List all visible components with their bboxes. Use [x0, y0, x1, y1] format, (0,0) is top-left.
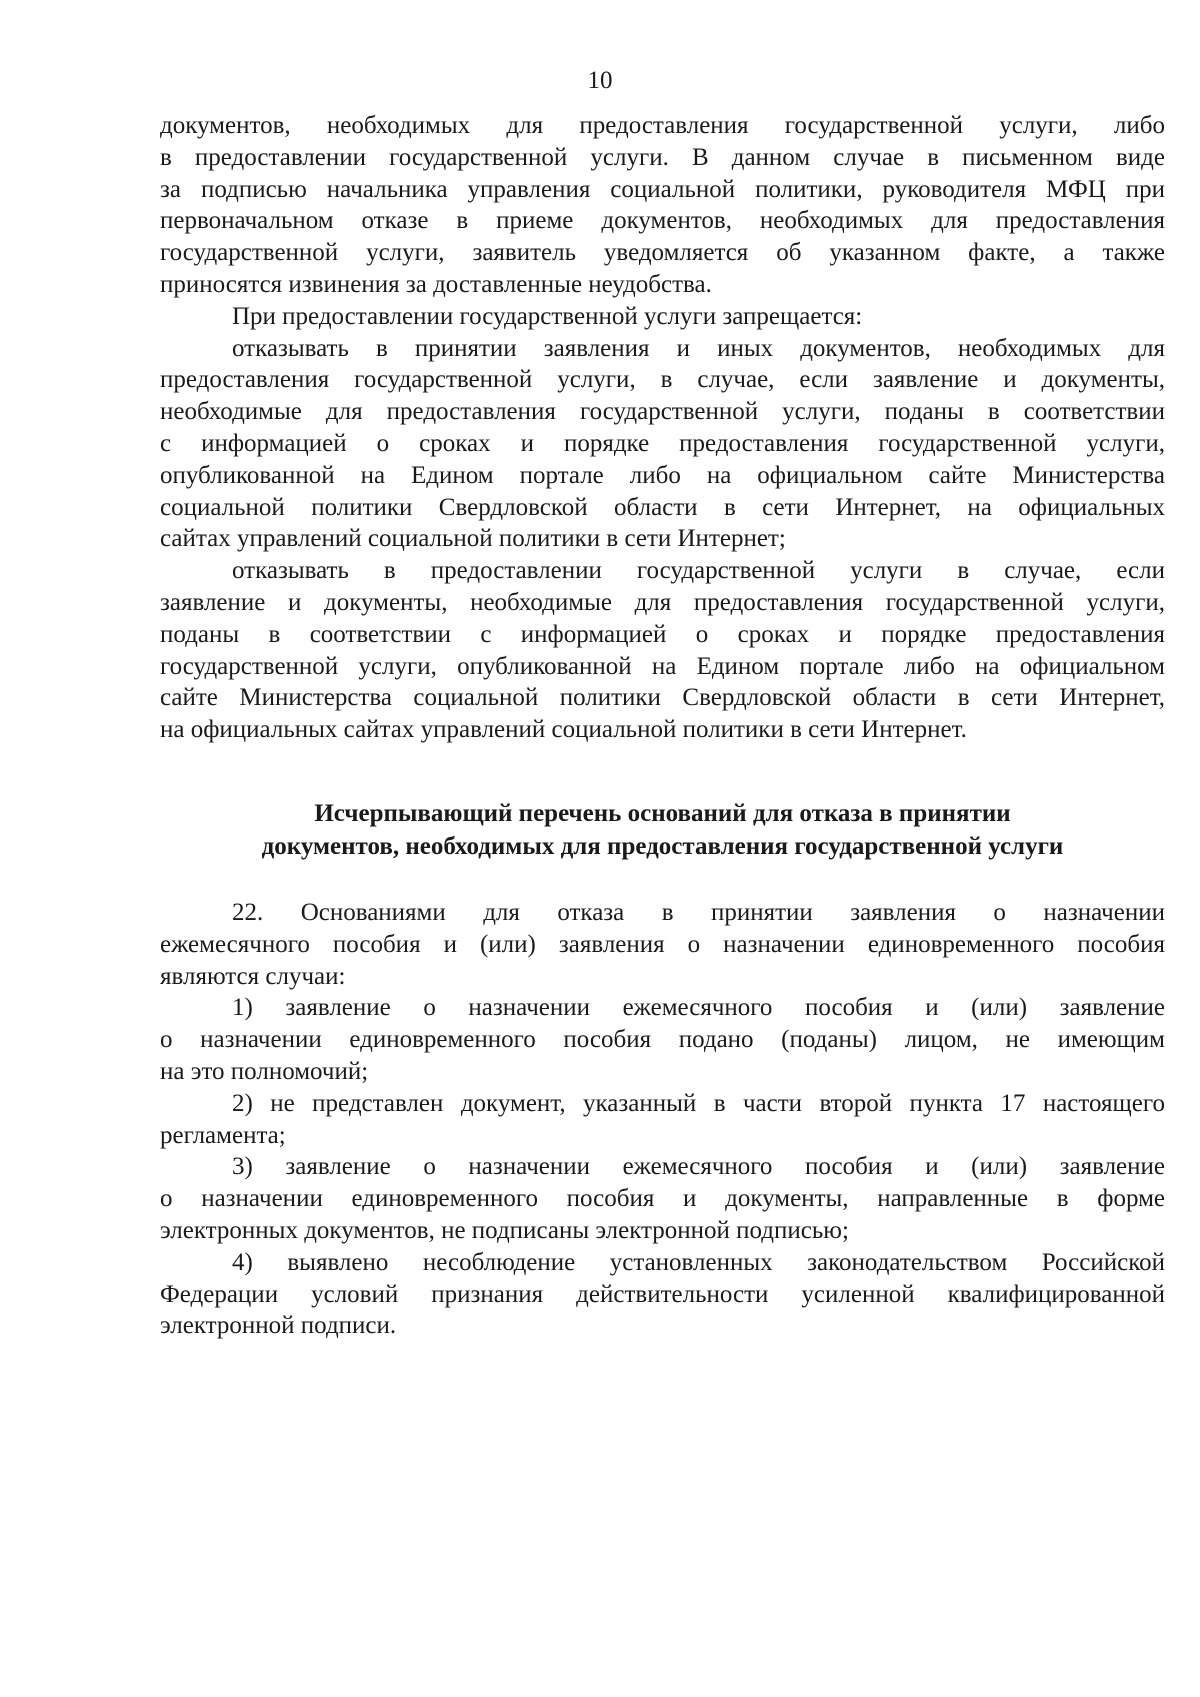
text-line: документов, необходимых для предоставления государственной услуги, либо	[160, 112, 1165, 139]
text-line: При предоставлении государственной услуги запрещается:	[232, 302, 863, 330]
text-line: о назначении единовременного пособия и документы, направленные в форме	[160, 1185, 1165, 1213]
text-line: необходимые для предоставления государственной услуги, поданы в соответствии	[160, 398, 1165, 426]
text-line: 1) заявление о назначении ежемесячного пособия и (или) заявление	[232, 994, 1165, 1022]
text-line: поданы в соответствии с информацией о сроках и порядке предоставления	[160, 620, 1165, 648]
text-line: социальной политики Свердловской области в сети Интернет, на официальных	[160, 493, 1165, 521]
text-line: о назначении единовременного пособия подано (поданы) лицом, не имеющим	[160, 1026, 1165, 1054]
text-line: государственной услуги, заявитель уведомляется об указанном факте, а также	[160, 239, 1165, 267]
text-line: электронных документов, не подписаны электронной подписью;	[160, 1216, 849, 1244]
text-line: первоначальном отказе в приеме документов, необходимых для предоставления	[160, 207, 1165, 235]
section-heading	[160, 797, 1165, 863]
text-line: сайтах управлений социальной политики в сети Интернет;	[160, 525, 786, 553]
text-line: сайте Министерства социальной политики Свердловской области в сети Интернет,	[160, 684, 1165, 712]
text-line: предоставления государственной услуги, в случае, если заявление и документы,	[160, 366, 1165, 394]
text-line: электронной подписи.	[160, 1312, 397, 1340]
text-line: в предоставлении государственной услуги. В данном случае в письменном виде	[160, 143, 1165, 171]
text-line: 4) выявлено несоблюдение установленных законодательством Российской	[232, 1248, 1165, 1276]
text-line: государственной услуги, опубликованной на Едином портале либо на официальном	[160, 652, 1165, 680]
list-paragraph	[160, 897, 1165, 992]
intro-text-block	[160, 110, 1165, 746]
text-line: приносятся извинения за доставленные неудобства.	[160, 270, 712, 298]
paragraph	[160, 301, 1165, 333]
text-line: на это полномочий;	[160, 1057, 369, 1085]
text-line: ежемесячного пособия и (или) заявления о назначении единовременного пособия	[160, 930, 1165, 958]
grounds-list-block	[160, 897, 1165, 1342]
list-paragraph	[160, 1088, 1165, 1152]
list-paragraph	[160, 1247, 1165, 1342]
text-line: на официальных сайтах управлений социальной политики в сети Интернет.	[160, 716, 967, 744]
text-line: 2) не представлен документ, указанный в части второй пункта 17 настоящего	[232, 1089, 1165, 1117]
text-line: 3) заявление о назначении ежемесячного пособия и (или) заявление	[232, 1153, 1165, 1181]
text-line: Федерации условий признания действительности усиленной квалифицированной	[160, 1280, 1165, 1308]
section-heading-line: Исчерпывающий перечень оснований для отказа в принятии	[314, 800, 1011, 827]
list-paragraph	[160, 1151, 1165, 1246]
text-line: за подписью начальника управления социальной политики, руководителя МФЦ при	[160, 175, 1165, 203]
text-line: отказывать в принятии заявления и иных документов, необходимых для	[232, 334, 1165, 362]
page-number: 10	[587, 67, 613, 94]
text-line: опубликованной на Едином портале либо на официальном сайте Министерства	[160, 461, 1165, 489]
text-line: отказывать в предоставлении государственной услуги в случае, если	[232, 557, 1165, 585]
text-line: 22. Основаниями для отказа в принятии заявления о назначении	[232, 899, 1165, 926]
section-heading-line: документов, необходимых для предоставления государственной услуги	[261, 833, 1064, 860]
list-paragraph	[160, 992, 1165, 1087]
text-line: регламента;	[160, 1121, 286, 1149]
paragraph	[160, 555, 1165, 746]
paragraph	[160, 333, 1165, 556]
text-line: заявление и документы, необходимые для предоставления государственной услуги,	[160, 588, 1165, 616]
text-line: с информацией о сроках и порядке предоставления государственной услуги,	[160, 429, 1165, 457]
text-line: являются случаи:	[160, 962, 346, 990]
paragraph	[160, 110, 1165, 301]
